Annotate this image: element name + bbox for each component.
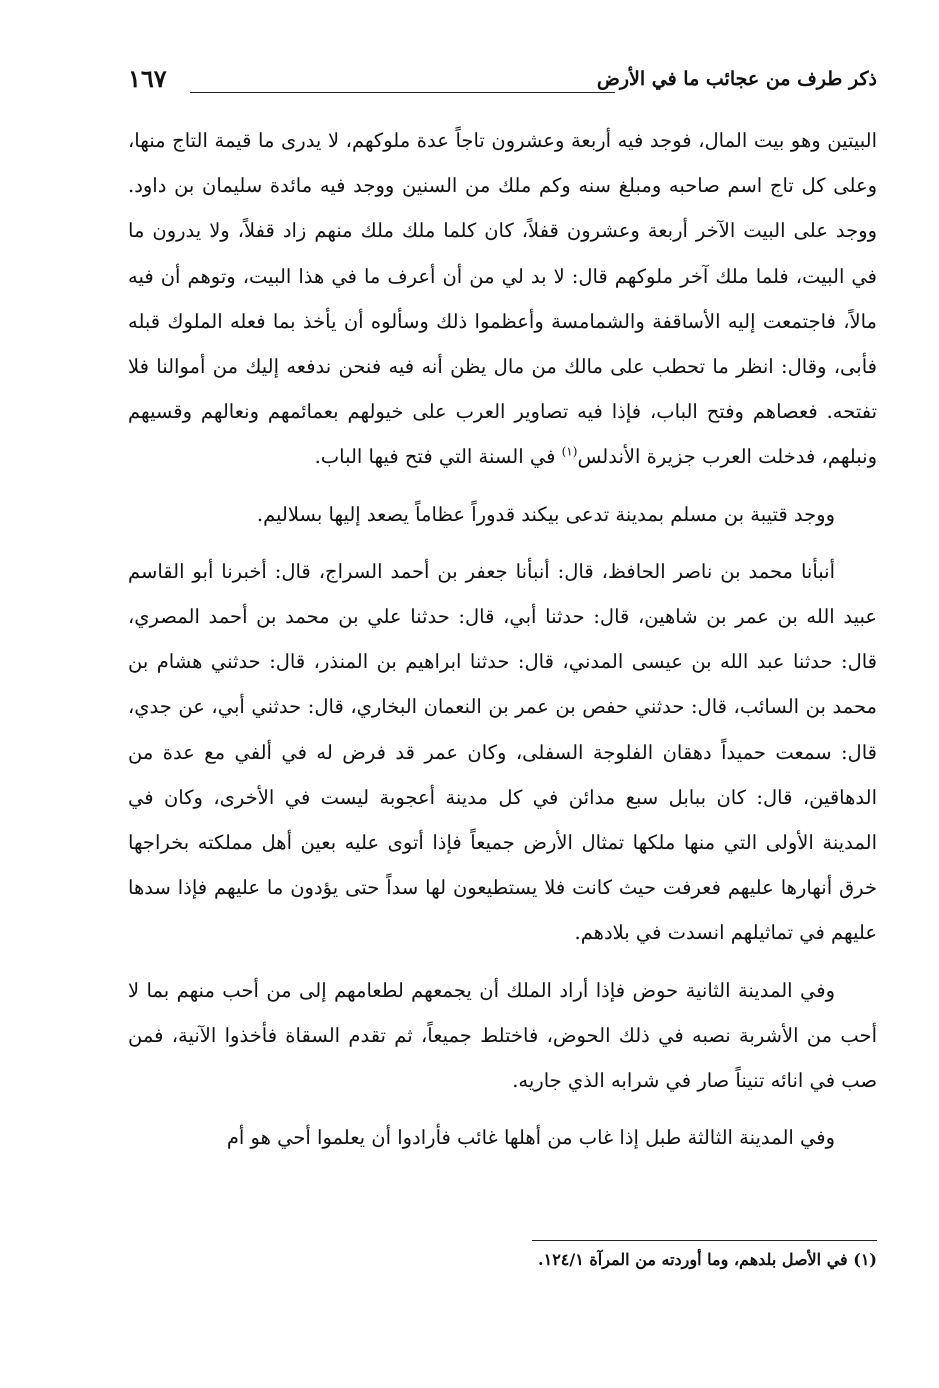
page-number: ١٦٧ (128, 64, 167, 93)
paragraph-1-text-end: في السنة التي فتح فيها الباب. (314, 445, 562, 469)
header-rule (190, 92, 615, 93)
paragraph-1 (128, 118, 877, 480)
paragraph-5: وفي المدينة الثالثة طبل إذا غاب من أهلها غائب فأرادوا أن يعلموا أحي هو أم (226, 1126, 835, 1150)
paragraph-1-text: البيتين وهو بيت المال، فوجد فيه أربعة وعشرون تاجاً عدة ملوكهم، لا يدرى ما قيمة التاج منها، وعلى كل تاج اسم صاحبه ومبلغ سنه وكم ملك من السنين ووجد فيه مائدة سليمان بن داود. ووجد على البيت الآخر أربعة وعشرون قفلاً، كان كلما ملك ملك منهم زاد قفلاً، ولا يدرون ما في البيت، فلما ملك آخر ملوكهم قال: لا بد لي من أن أعرف ما في هذا البيت، وتوهم أن فيه مالاً، فاجتمعت إليه الأساقفة والشمامسة وأعظموا ذلك وسألوه أن يأخذ بما فعله الملوك قبله فأبى، وقال: انظر ما تحطب على مالك من مال يظن أنه فيه فنحن ندفعه إليك من أموالنا فلا تفتحه. فعصاهم وفتح الباب، فإذا فيه تصاوير العرب على خيولهم بعمائمهم ونعالهم وقسيهم ونبلهم، فدخلت العرب جزيرة الأندلس (128, 129, 877, 469)
paragraph-4: وفي المدينة الثانية حوض فإذا أراد الملك أن يجمعهم لطعامهم إلى من أحب منهم بما لا أحب من الأشربة نصبه في ذلك الحوض، فاختلط جميعاً، ثم تقدم السقاة فأخذوا الآنية، فمن صب في انائه تنيناً صار في شرابه الذي جاريه. (128, 978, 877, 1093)
paragraph-2: ووجد قتيبة بن مسلم بمدينة تدعى بيكند قدوراً عظاماً يصعد إليها بسلاليم. (256, 502, 835, 526)
footnote-reference: (١) (561, 444, 578, 459)
footnote-rule (532, 1240, 877, 1241)
paragraph-3: أنبأنا محمد بن ناصر الحافظ، قال: أنبأنا جعفر بن أحمد السراج، قال: أخبرنا أبو القاسم عبيد الله بن عمر بن شاهين، قال: حدثنا أبي، قال: حدثنا علي بن محمد بن أحمد المصري، قال: حدثنا عبد الله بن عيسى المدني، قال: حدثنا ابراهيم بن المنذر، قال: حدثني هشام بن محمد بن السائب، قال: حدثني حفص بن عمر بن النعمان البخاري، قال: حدثني أبي، عن جدي، قال: سمعت حميداً دهقان الفلوجة السفلى، وكان عمر قد فرض له في ألفي مع عدة من الدهاقين، قال: كان ببابل سبع مدائن في كل مدينة أعجوبة ليست في الأخرى، وكان في المدينة الأولى التي منها ملكها تمثال الأرض جميعاً فإذا أتوى عليه بعين أهل مملكته بخراجها خرق أنهارها عليهم فعرفت حيث كانت فلا يستطيعون لها سداً حتى يؤدون ما عليهم فإذا سدها عليهم في تماثيلهم انسدت في بلادهم. (128, 559, 877, 945)
page-header (128, 62, 877, 106)
footnote: (١) في الأصل بلدهم، وما أوردته من المرآة ١٢٤/١. (538, 1250, 877, 1269)
running-title: ذكر طرف من عجائب ما في الأرض (596, 68, 877, 90)
body-text (128, 118, 877, 1172)
